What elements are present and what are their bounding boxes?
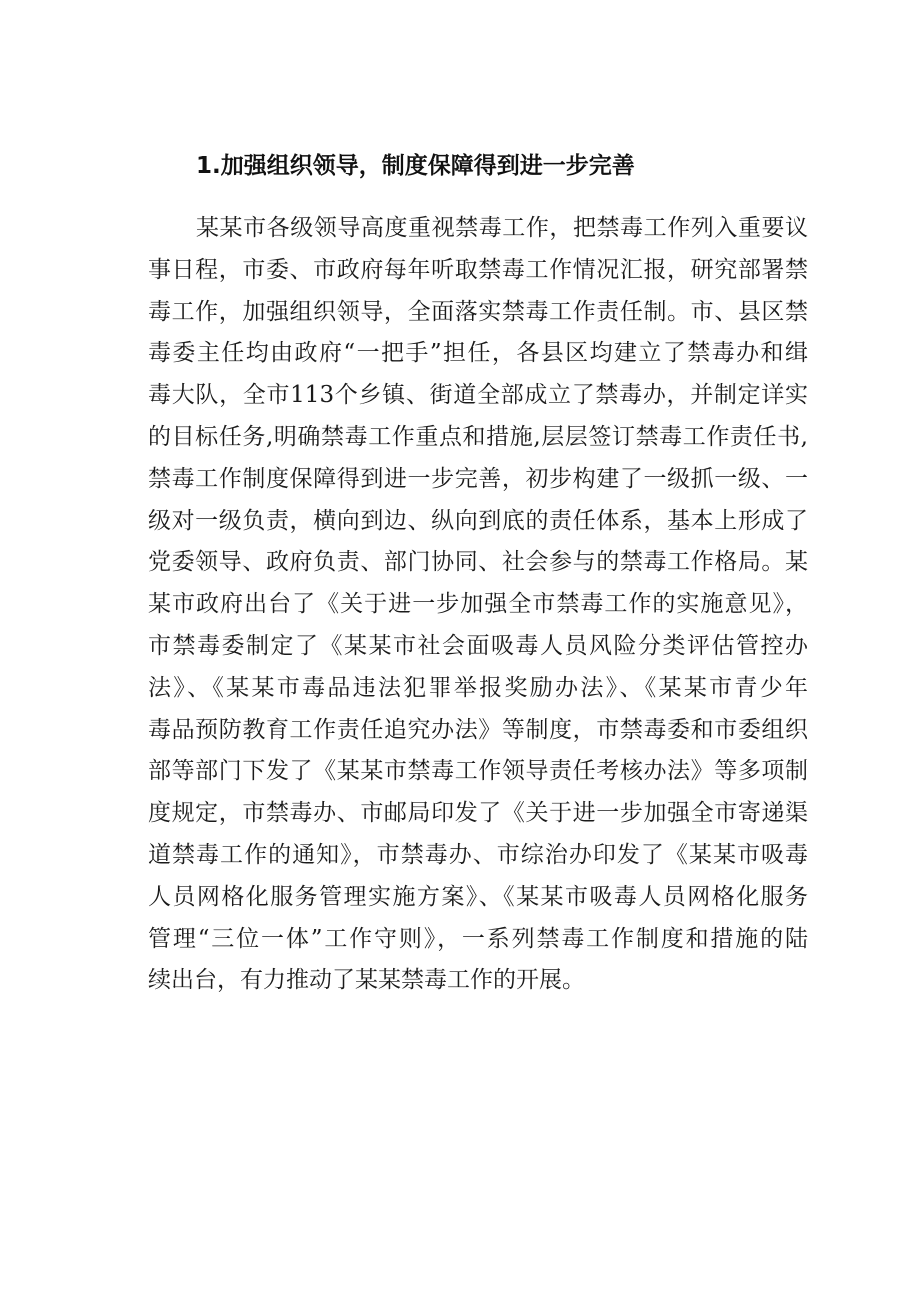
paragraph-line: 毒大队，全市113个乡镇、街道全部成立了禁毒办，并制定详实 [148,382,808,409]
paragraph-line: 某某市各级领导高度重视禁毒工作，把禁毒工作列入重要议 [196,215,808,241]
paragraph-line: 部等部门下发了《某某市禁毒工作领导责任考核办法》等多项制 [148,758,808,785]
paragraph-line: 管理“三位一体”工作守则》，一系列禁毒工作制度和措施的陆 [148,925,808,952]
paragraph-line: 人员网格化服务管理实施方案》、《某某市吸毒人员网格化服务 [148,883,808,910]
paragraph-line: 事日程，市委、市政府每年听取禁毒工作情况汇报，研究部署禁 [148,256,808,283]
paragraph-line: 道禁毒工作的通知》，市禁毒办、市综治办印发了《某某市吸毒 [148,841,808,868]
body-paragraph [148,208,808,1002]
paragraph-line: 级对一级负责，横向到边、纵向到底的责任体系，基本上形成了 [148,507,808,534]
paragraph-line: 度规定，市禁毒办、市邮局印发了《关于进一步加强全市寄递渠 [148,800,808,827]
paragraph-line: 毒工作，加强组织领导，全面落实禁毒工作责任制。市、县区禁 [148,298,808,325]
paragraph-line: 党委领导、政府负责、部门协同、社会参与的禁毒工作格局。某 [148,549,808,576]
paragraph-line: 毒委主任均由政府“一把手”担任，各县区均建立了禁毒办和缉 [148,340,808,367]
section-heading: 1.加强组织领导，制度保障得到进一步完善 [196,153,635,179]
paragraph-line: 毒品预防教育工作责任追究办法》等制度，市禁毒委和市委组织 [148,716,808,743]
paragraph-line: 市禁毒委制定了《某某市社会面吸毒人员风险分类评估管控办 [148,632,808,659]
paragraph-line: 的目标任务,明确禁毒工作重点和措施,层层签订禁毒工作责任书, [148,423,808,450]
paragraph-line: 法》、《某某市毒品违法犯罪举报奖励办法》、《某某市青少年 [148,674,808,701]
paragraph-line: 续出台，有力推动了某某禁毒工作的开展。 [148,967,585,994]
paragraph-line: 禁毒工作制度保障得到进一步完善，初步构建了一级抓一级、一 [148,465,808,492]
paragraph-line: 某市政府出台了《关于进一步加强全市禁毒工作的实施意见》， [148,591,808,618]
